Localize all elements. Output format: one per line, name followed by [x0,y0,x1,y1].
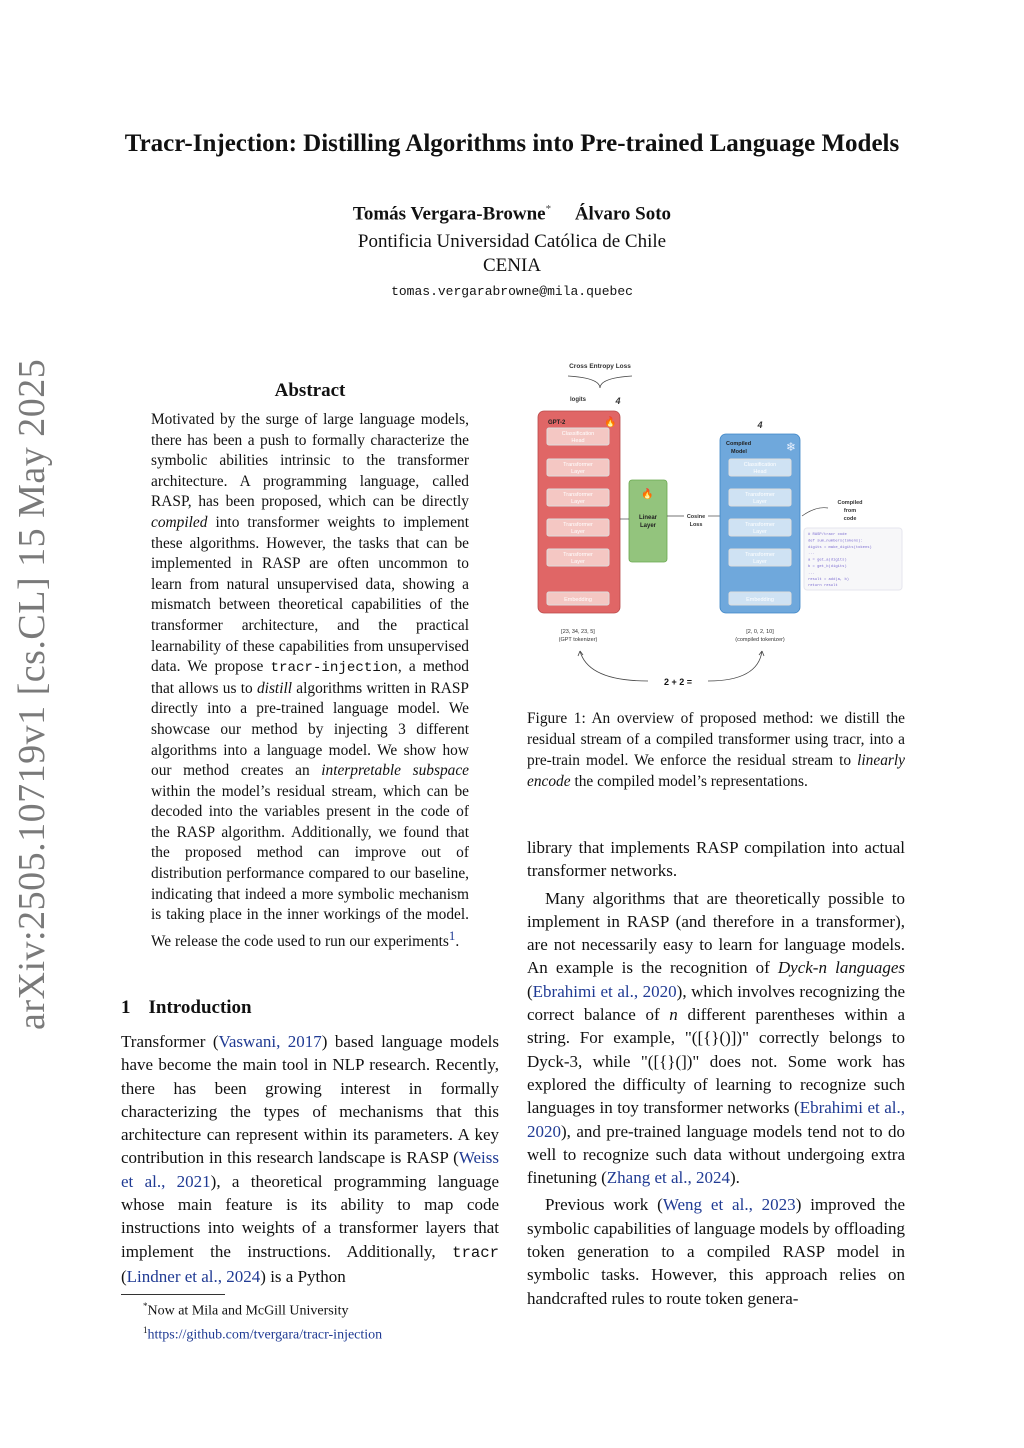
svg-text:Layer: Layer [753,559,767,565]
abstract-body: Motivated by the surge of large language models, there has been a push to formally characterize the symbolic abilities intrinsic to the transformer architecture. A programming language, called RASP, has been proposed, which can be directly compiled into transformer weights to implement these algorithms. However, the tasks that can be implemented in RASP are often uncommon to learn from natural unsupervised data, showing a mismatch between theoretical capabilities of the transformer architecture, and the practical learnability of these capabilities from unsupervised data. We propose tracr-injection, a method that allows us to distill algorithms written in RASP directly into a pre-trained language model. We showcase our method by injecting 3 different algorithms into a language model. We show how our method creates an interpretable subspace within the model’s residual stream, which can be decoded into the variables present in the code of the RASP algorithm. Additionally, we found that the proposed method can improve out of distribution performance compared to our baseline, indicating that indeed a more symbolic mechanism is taking place in the inner workings of the model. We release the code used to run our experiments$^1$. [151,411,469,950]
footnote-2: $^1$https://github.com/tvergara/tracr-injection [143,1324,383,1343]
citation-link[interactable]: Vaswani, 2017 [218,1032,322,1051]
svg-text:Transformer: Transformer [563,522,593,528]
fire-icon: 🔥 [604,417,617,428]
author-2: Álvaro Soto [574,203,672,225]
figure-1-caption: Figure 1: An overview of proposed method: we distill the residual stream of a compiled transformer using tracr, into a pre-train model. We enforce the residual stream to linearly encode the compiled model’s representations. [527,710,905,790]
snowflake-icon: ❄ [786,440,797,454]
svg-text:Layer: Layer [753,529,767,535]
svg-text:Compiled: Compiled [726,441,752,447]
logits-value: 4 [615,396,621,406]
citation-link[interactable]: Weng et al., 2023 [662,1195,796,1215]
paragraph: Previous work (Weng et al., 2023) improved the symbolic capabilities of language models by offloading token generation to a compiled RASP model in symbolic tasks. However, this approach relies on handcrafted rules to route token genera- [527,1195,905,1308]
cosine-loss-label: Cosine [686,514,706,520]
section-heading-introduction: 1 Introduction [121,997,252,1018]
svg-text:Classification: Classification [561,431,595,437]
svg-text:Layer: Layer [639,523,657,529]
svg-text:Head: Head [753,469,767,475]
logits-label: logits [570,397,586,403]
arxiv-side-stamp: arXiv:2505.10719v1 [cs.CL] 15 May 2025 [11,358,53,1030]
svg-text:Transformer: Transformer [745,522,775,528]
compiled-tokenizer-label: (compiled tokenizer) [735,637,785,643]
author-1-footnote-mark: * [545,203,552,215]
figure-1-diagram [528,356,910,701]
svg-text:Transformer: Transformer [563,552,593,558]
svg-text:Embedding: Embedding [564,597,592,603]
svg-text:Model: Model [731,449,747,455]
affiliation-line-2: CENIA [482,255,542,276]
affiliation [0,230,1024,278]
code-line: def sum_numbers(tokens): [808,539,863,544]
code-line: digits = make_digits(tokens) [808,545,872,550]
citation-link[interactable]: Ebrahimi et al., 2020 [532,981,677,1001]
gpt-tokenizer-label: (GPT tokenizer) [558,637,598,643]
svg-text:Transformer: Transformer [745,552,775,558]
author-1: Tomás Vergara-Browne [352,203,546,225]
citation-link[interactable]: Weiss et al., 2021 [121,1148,499,1191]
svg-text:code: code [843,516,857,522]
svg-text:Loss: Loss [689,522,703,528]
abstract-heading: Abstract [274,380,346,401]
svg-text:Layer: Layer [571,559,585,565]
paragraph: library that implements RASP compilation into actual transformer networks. [527,838,905,881]
svg-text:Layer: Layer [571,529,585,535]
author-line [0,203,1024,225]
svg-text:Transformer: Transformer [745,492,775,498]
code-line: b = get_b(digits) [808,565,847,569]
gpt-token-ids: [23, 34, 23, 5] [561,629,595,635]
compiled-token-ids: [2, 0, 2, 10] [746,629,774,635]
svg-text:from: from [843,508,857,514]
affiliation-line-1: Pontificia Universidad Católica de Chile [357,231,667,252]
svg-text:Embedding: Embedding [746,597,774,603]
citation-link[interactable]: Zhang et al., 2024 [606,1168,731,1188]
footnotes [143,1297,382,1344]
code-line: ... [808,552,815,557]
right-column-body [527,836,905,1314]
footnote-divider [121,1294,225,1295]
compiled-from-code-label: Compiled [837,500,863,506]
paragraph: Many algorithms that are theoretically possible to implement in RASP (and therefore in a transformer), are not necessarily easy to learn for language models. An example is the recognition of Dyck-n languages (Ebrahimi et al., 2020), which involves recognizing the correct balance of n different parentheses within a string. For example, "([{}()])" correctly belongs to Dyck-3, while "([{}(])" does not. Some work has explored the difficulty of learning to recognize such languages in toy transformer networks (Ebrahimi et al., 2020), and pre-trained language models tend not to do well to recognize such data without undergoing extra finetuning (Zhang et al., 2024). [527,888,905,1188]
svg-text:Classification: Classification [743,462,777,468]
svg-text:Layer: Layer [571,469,585,475]
citation-link[interactable]: Ebrahimi et al., 2020 [527,1098,905,1141]
gpt2-title: GPT-2 [548,420,566,426]
code-line: ... [808,571,815,576]
github-link[interactable]: https://github.com/tvergara/tracr-injection [147,1327,383,1343]
svg-text:Transformer: Transformer [563,462,593,468]
code-line: return result [808,584,838,589]
code-line: # RASP/tracr code [808,533,847,537]
svg-text:Layer: Layer [571,499,585,505]
code-line: a = get_a(digits) [808,558,847,563]
cross-entropy-label: Cross Entropy Loss [569,363,631,370]
loss-brace [568,376,632,388]
author-email: tomas.vergarabrowne@mila.quebec [391,284,633,299]
footnote-ref-1[interactable]: 1 [448,928,456,943]
svg-text:Layer: Layer [753,499,767,505]
compiled-output-value: 4 [757,420,763,430]
introduction-body: Transformer (Vaswani, 2017) based language models have become the main tool in NLP research. Recently, there has been growing interest in formally characterizing the types of mechanisms that this architecture can represent within its parameters. A key contribution in this research landscape is RASP (Weiss et al., 2021), a theoretical programming language whose main feature is its ability to map code instructions into weights of a transformer layers that implement the instructions. Additionally, tracr (Lindner et al., 2024) is a Python [121,1032,499,1286]
svg-text:Transformer: Transformer [563,492,593,498]
citation-link[interactable]: Lindner et al., 2024 [126,1266,261,1286]
code-line: result = add(a, b) [808,577,850,582]
svg-text:Head: Head [571,438,585,444]
input-expression: 2 + 2 = [663,677,693,687]
svg-text:Linear: Linear [638,515,658,521]
footnote-1: *Now at Mila and McGill University [143,1301,349,1319]
fire-icon: 🔥 [641,489,654,500]
paper-title: Tracr-Injection: Distilling Algorithms into Pre-trained Language Models [124,130,900,157]
